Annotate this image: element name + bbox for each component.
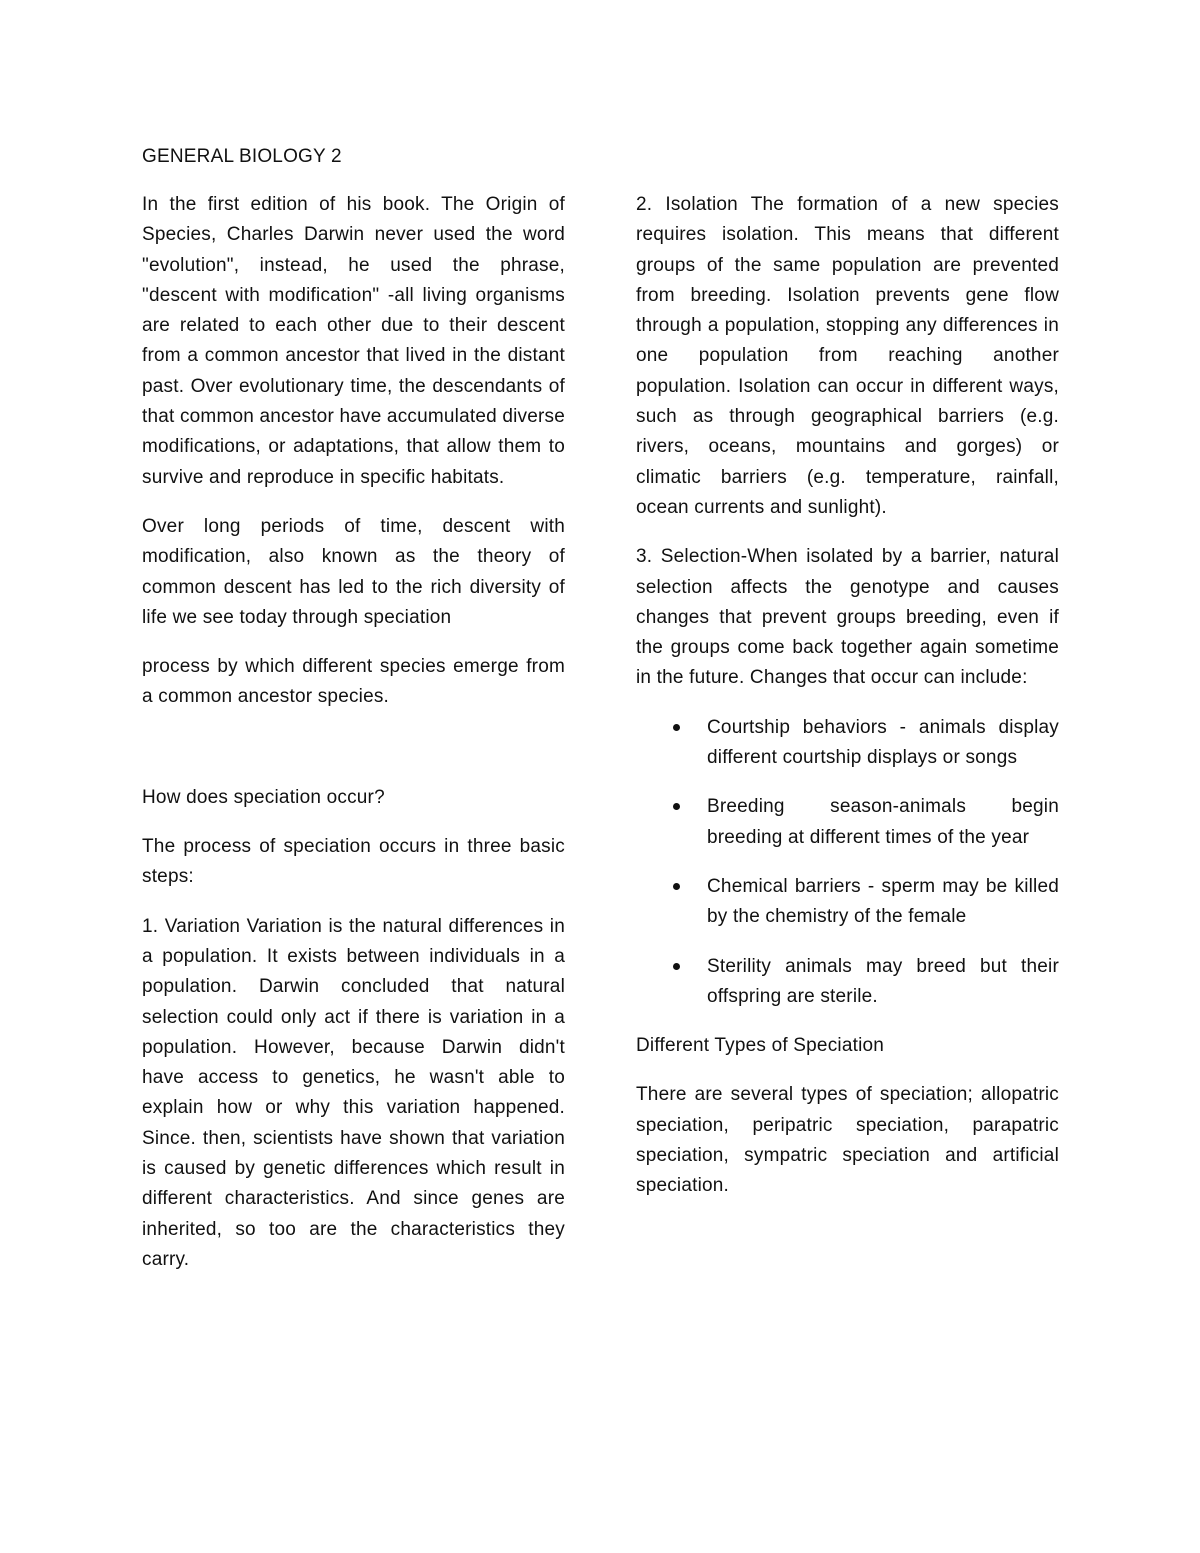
section-spacer	[142, 732, 565, 783]
speciation-question-heading: How does speciation occur?	[142, 786, 385, 808]
variation-paragraph: 1. Variation Variation is the natural differences in a population. It exists between individuals in a population. Darwin concluded that natural selection could only act if there is variation in a population. However, because Darwin didn't have access to genetics, he wasn't able to explain how or why this variation happened. Since. then, scientists have shown that variation is caused by genetic differences which result in different characteristics. And since genes are inherited, so too are the characteristics they carry.	[142, 915, 565, 1270]
list-item	[636, 792, 1059, 853]
isolation-paragraph: 2. Isolation The formation of a new species requires isolation. This means that different groups of the same population are prevented from breeding. Isolation prevents gene flow through a population, stopping any differences in one population from reaching another population. Isolation can occur in different ways, such as through geographical barriers (e.g. rivers, oceans, mountains and gorges) or climatic barriers (e.g. temperature, rainfall, ocean currents and sunlight).	[636, 194, 1059, 518]
intro-paragraph: In the first edition of his book. The Origin of Species, Charles Darwin never used the word "evolution", instead, he used the phrase, "descent with modification" -all living organisms are related to each other due to their descent from a common ancestor that lived in the distant past. Over evolutionary time, the descendants of that common ancestor have accumulated diverse modifications, or adaptations, that allow them to survive and reproduce in specific habitats.	[142, 194, 565, 488]
list-item	[636, 713, 1059, 774]
selection-paragraph: 3. Selection-When isolated by a barrier, natural selection affects the genotype and causes changes that prevent groups breeding, even if the groups come back together again sometime in the future. Changes that occur can include:	[636, 546, 1059, 689]
bullet-icon	[673, 963, 680, 970]
speciation-definition-paragraph: process by which different species emerge from a common ancestor species.	[142, 656, 565, 708]
page-title: GENERAL BIOLOGY 2	[142, 146, 342, 167]
common-descent-paragraph: Over long periods of time, descent with modification, also known as the theory of common descent has led to the rich diversity of life we see today through speciation	[142, 515, 565, 628]
list-item-text: Breeding season-animals begin breeding at different times of the year	[707, 796, 1059, 848]
list-item	[636, 952, 1059, 1013]
speciation-types-paragraph: There are several types of speciation; allopatric speciation, peripatric speciation, parapatric speciation, sympatric speciation and artificial speciation.	[636, 1084, 1059, 1197]
bullet-icon	[673, 803, 680, 810]
left-column	[142, 190, 565, 1294]
changes-list	[636, 713, 1059, 1012]
bullet-icon	[673, 883, 680, 890]
list-item	[636, 872, 1059, 933]
three-steps-paragraph: The process of speciation occurs in three basic steps:	[142, 836, 565, 888]
bullet-icon	[673, 724, 680, 731]
right-column	[636, 190, 1059, 1221]
list-item-text: Sterility animals may breed but their offspring are sterile.	[707, 955, 1059, 1007]
list-item-text: Chemical barriers - sperm may be killed by the chemistry of the female	[707, 875, 1059, 928]
speciation-types-heading: Different Types of Speciation	[636, 1035, 885, 1057]
list-item-text: Courtship behaviors - animals display different courtship displays or songs	[707, 716, 1059, 769]
